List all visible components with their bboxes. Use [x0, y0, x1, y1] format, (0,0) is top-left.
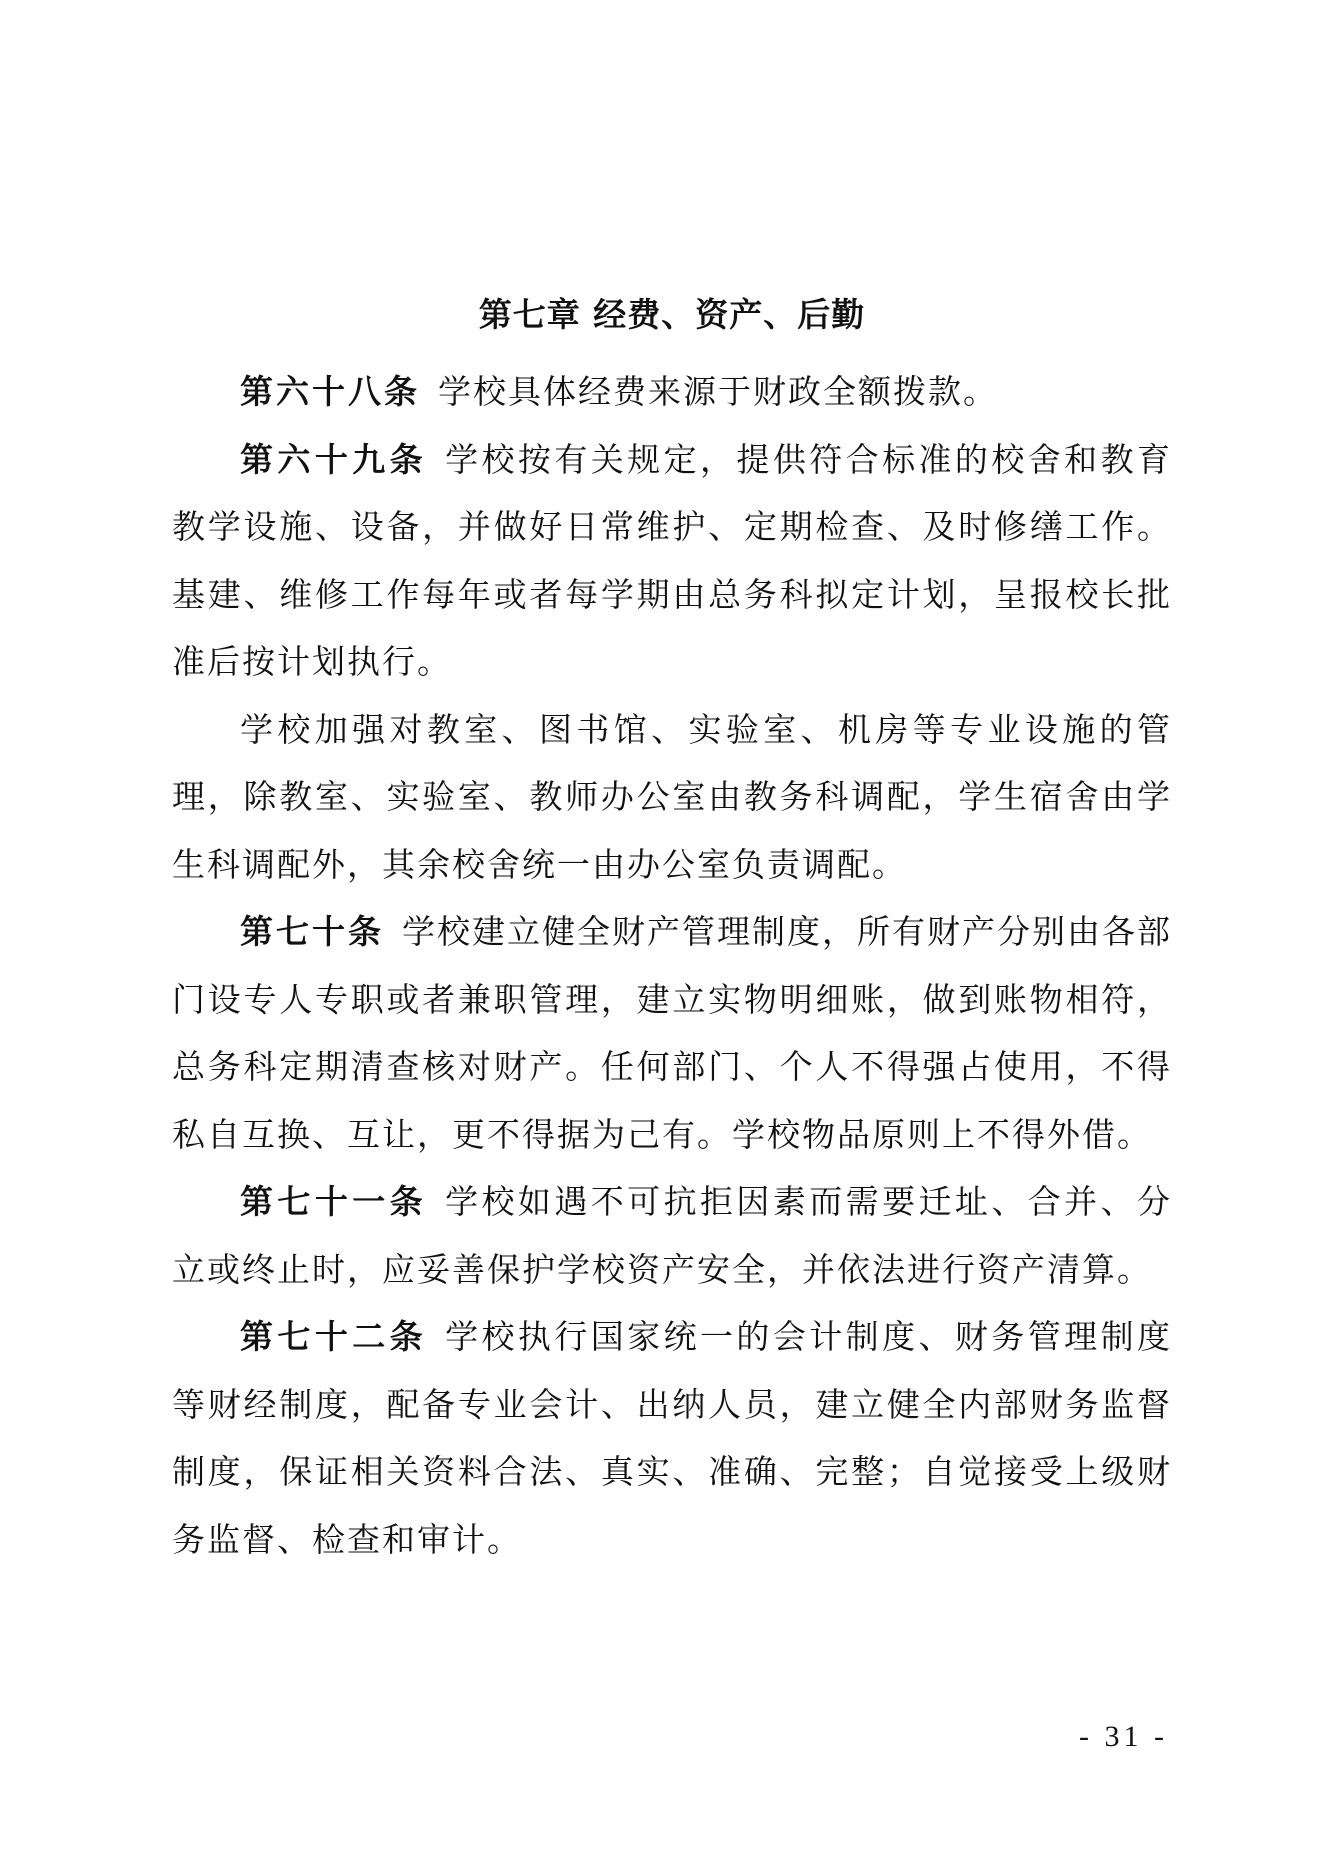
article-text: 学校执行国家统一的会计制度、财务管理制度等财经制度，配备专业会计、出纳人员，建立健全内部财务监督制度，保证相关资料合法、真实、准确、完整；自觉接受上级财务监督、检查和审计。 — [172, 1317, 1173, 1559]
article-69 — [172, 426, 1172, 696]
article-text: 学校具体经费来源于财政全额拨款。 — [438, 372, 998, 411]
article-number: 第七十二条 — [240, 1317, 428, 1356]
article-72 — [172, 1303, 1172, 1573]
article-text: 学校建立健全财产管理制度，所有财产分别由各部门设专人专职或者兼职管理，建立实物明细账，做到账物相符，总务科定期清查核对财产。任何部门、个人不得强占使用，不得私自互换、互让，更不得据为己有。学校物品原则上不得外借。 — [172, 912, 1172, 1154]
page-body — [172, 290, 1172, 1573]
page-number: - 31 - — [1079, 1720, 1168, 1753]
article-text: 学校按有关规定，提供符合标准的校舍和教育教学设施、设备，并做好日常维护、定期检查、及时修缮工作。基建、维修工作每年或者每学期由总务科拟定计划，呈报校长批准后按计划执行。 — [172, 439, 1173, 681]
article-text: 学校加强对教室、图书馆、实验室、机房等专业设施的管理，除教室、实验室、教师办公室由教务科调配，学生宿舍由学生科调配外，其余校舍统一由办公室负责调配。 — [172, 709, 1172, 884]
article-68 — [172, 358, 1172, 426]
article-number: 第七十条 — [240, 912, 384, 951]
article-number: 第七十一条 — [240, 1182, 428, 1221]
article-number: 第六十八条 — [240, 372, 420, 411]
chapter-title: 第七章 经费、资产、后勤 — [478, 295, 866, 334]
article-71 — [172, 1168, 1172, 1303]
article-69-paragraph-2 — [172, 696, 1172, 899]
article-text: 学校如遇不可抗拒因素而需要迁址、合并、分立或终止时，应妥善保护学校资产安全，并依法进行资产清算。 — [172, 1182, 1173, 1289]
article-70 — [172, 898, 1172, 1168]
article-number: 第六十九条 — [240, 439, 428, 479]
